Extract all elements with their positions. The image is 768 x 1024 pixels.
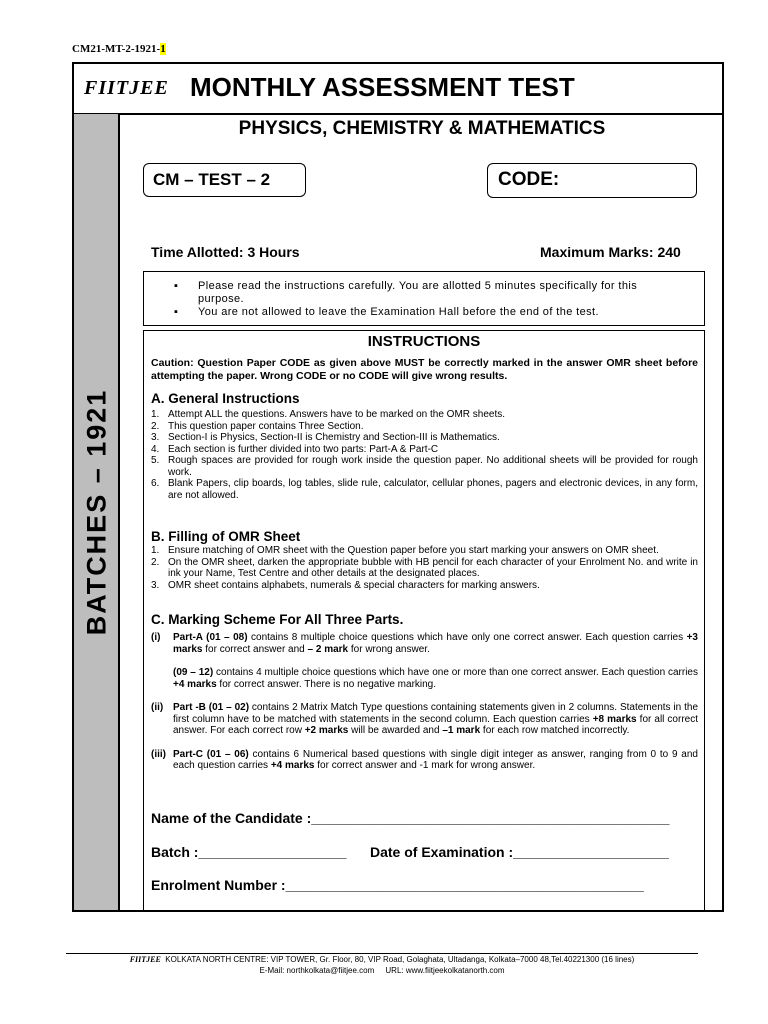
scheme-item-i-b: (09 – 12) contains 4 multiple choice questions which have one or more than one correct answer. Each question carries +4 marks for correct answer. There is no negative marking.: [173, 667, 698, 690]
marking-scheme-heading: C. Marking Scheme For All Three Parts.: [151, 612, 404, 627]
fiitjee-logo: FIITJEE: [84, 77, 169, 99]
footer-email: E-Mail: northkolkata@fiitjee.com: [259, 966, 375, 975]
scheme-item-i: (i) Part-A (01 – 08) contains 8 multiple choice questions which have only one correct answer. Each question carries +3 marks for correct answer and – 2 mark for wrong answer.: [151, 632, 698, 655]
caution-text: Caution: Question Paper CODE as given above MUST be correctly marked in the answer OMR sheet before attempting the paper. Wrong CODE or no CODE will give wrong results.: [151, 357, 698, 382]
date-of-examination-field[interactable]: Date of Examination :____________________: [370, 844, 669, 860]
scheme-item-iii: (iii) Part-C (01 – 06) contains 6 Numerical based questions with single digit integer as answer, ranging from 0 to 9 and each question carries +4 marks for correct answer and -1 mark for wrong answer.: [151, 748, 698, 771]
time-allotted: Time Allotted: 3 Hours: [151, 244, 300, 260]
omr-list: [151, 545, 698, 591]
footer-contact: [66, 966, 698, 975]
list-item: 6. Blank Papers, clip boards, log tables, slide rule, calculator, cellular phones, pagers and electronic devices, in any form, are not allowed.: [151, 478, 698, 501]
code-label: CODE:: [498, 169, 560, 190]
list-item: 1. Attempt ALL the questions. Answers have to be marked on the OMR sheets.: [151, 409, 506, 420]
general-instructions-heading: A. General Instructions: [151, 391, 300, 406]
general-instructions-list: [151, 409, 698, 501]
list-item: 2. On the OMR sheet, darken the appropriate bubble with HB pencil for each character of your Enrolment No. and write in ink your Name, Test Centre and other details at the designated places.: [151, 556, 698, 579]
list-item: 2. This question paper contains Three Section.: [151, 420, 364, 432]
footer-url: URL: www.fiitjeekolkatanorth.com: [385, 966, 505, 975]
enrolment-number-field[interactable]: Enrolment Number :______________________________________________: [151, 877, 644, 893]
instructions-title: INSTRUCTIONS: [367, 333, 481, 350]
batch-label: BATCHES – 1921: [81, 388, 112, 636]
document-code-highlight: 1: [160, 43, 166, 55]
list-item: 5. Rough spaces are provided for rough work inside the question paper. No additional sheets will be provided for rough work.: [151, 455, 698, 478]
notice-box: [143, 271, 705, 326]
batch-field[interactable]: Batch :___________________: [151, 844, 347, 860]
page-title: MONTHLY ASSESSMENT TEST: [190, 72, 575, 102]
test-name: CM – TEST – 2: [153, 170, 271, 189]
subject-heading: PHYSICS, CHEMISTRY & MATHEMATICS: [238, 118, 606, 139]
footer-address: FIITJEE KOLKATA NORTH CENTRE: VIP TOWER, Gr. Floor, 80, VIP Road, Golaghata, Ultadanga, Kolkata–7000 48,Tel.40221300 (16 lines): [129, 955, 635, 964]
notice-item: ▪ You are not allowed to leave the Examination Hall before the end of the test.: [174, 306, 599, 318]
list-item: 4. Each section is further divided into two parts: Part-A & Part-C: [151, 443, 439, 455]
list-item: 3. OMR sheet contains alphabets, numerals & special characters for marking answers.: [151, 579, 540, 591]
code-box: [487, 163, 697, 198]
omr-heading: B. Filling of OMR Sheet: [151, 529, 301, 544]
marking-scheme-list: [151, 632, 698, 772]
footer-logo: FIITJEE: [129, 955, 161, 964]
maximum-marks: Maximum Marks: 240: [540, 244, 681, 260]
list-item: 1. Ensure matching of OMR sheet with the Question paper before you start marking your answers on OMR sheet.: [151, 545, 659, 556]
notice-item: ▪ Please read the instructions carefully. You are allotted 5 minutes specifically for this purpose.: [174, 280, 638, 305]
document-code: CM21-MT-2-1921-1: [72, 43, 166, 55]
list-item: 3. Section-I is Physics, Section-II is Chemistry and Section-III is Mathematics.: [151, 432, 500, 443]
candidate-name-field[interactable]: Name of the Candidate :______________________________________________: [151, 810, 670, 826]
footer-divider: [66, 953, 698, 954]
scheme-item-ii: (ii) Part -B (01 – 02) contains 2 Matrix Match Type questions containing statements given in 2 columns. Statements in the first column have to be matched with statements in the second column. Each question carries +8 marks for all correct answer. For each correct row +2 marks will be awarded and –1 mark for each row matched incorrectly.: [151, 702, 698, 736]
test-name-box: [143, 163, 306, 197]
